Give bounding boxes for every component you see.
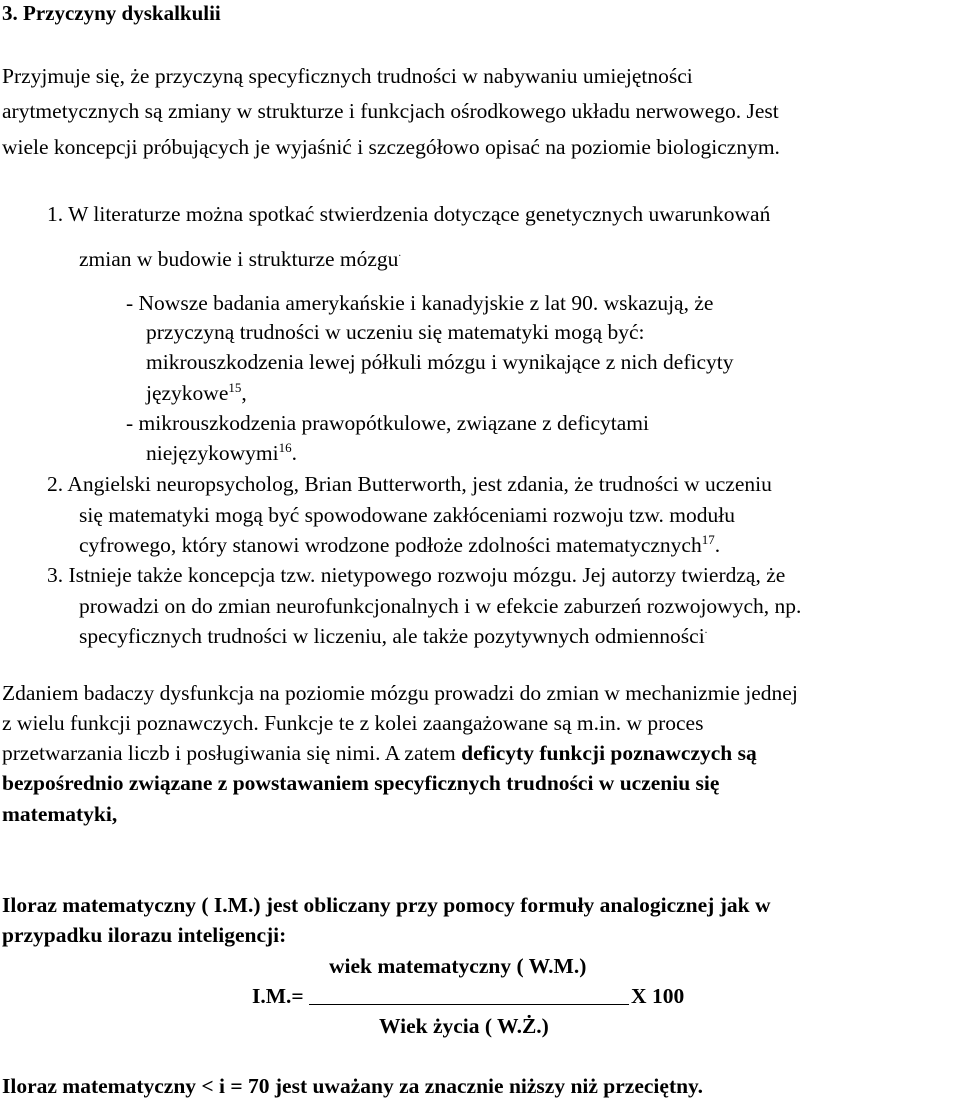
- item1-sub2-line-2: niejęzykowymi$^{16}$.: [146, 440, 297, 465]
- item3-line-1: 3. Istnieje także koncepcja tzw. nietypowego rozwoju mózgu. Jej autorzy twierdzą, że: [47, 563, 786, 587]
- summary-line-3: przetwarzania liczb i posługiwania się nimi. A zatem deficyty funkcji poznawczych są: [2, 741, 757, 765]
- summary-line-2: z wielu funkcji poznawczych. Funkcje te z kolei zaangażowane są m.in. w proces: [2, 711, 704, 735]
- item2-line-3: cyfrowego, który stanowi wrodzone podłoże zdolności matematycznych$^{17}$.: [79, 532, 721, 557]
- formula-row: [252, 983, 684, 1009]
- im-line-1: Iloraz matematyczny ( I.M.) jest obliczany przy pomocy formuły analogicznej jak w: [2, 893, 771, 917]
- item2-line-2: się matematyki mogą być spowodowane zakłóceniami rozwoju tzw. modułu: [79, 503, 735, 527]
- formula-lhs: I.M.=: [252, 984, 304, 1008]
- formula-multiplier: X 100: [631, 984, 685, 1008]
- item3-line-3: specyficznych trudności w liczeniu, ale także pozytywnych odmienności.: [79, 624, 708, 648]
- intro-line-3: wiele koncepcji próbujących je wyjaśnić i szczegółowo opisać na poziomie biologicznym.: [2, 135, 780, 159]
- footnote-ref-16: 16: [278, 440, 292, 455]
- section-heading: 3. Przyczyny dyskalkulii: [2, 1, 221, 25]
- item1-sub1-line-3: mikrouszkodzenia lewej półkuli mózgu i wynikające z nich deficyty: [146, 350, 734, 374]
- item1-line-1: 1. W literaturze można spotkać stwierdzenia dotyczące genetycznych uwarunkowań: [47, 202, 771, 226]
- formula-numerator: wiek matematyczny ( W.M.): [329, 954, 587, 978]
- im-line-2: przypadku ilorazu inteligencji:: [2, 923, 287, 947]
- formula-denominator: Wiek życia ( W.Ż.): [379, 1014, 549, 1038]
- formula-fraction-bar: [309, 984, 629, 1005]
- item1-sub2-line-1: - mikrouszkodzenia prawopótkulowe, związane z deficytami: [126, 411, 649, 435]
- summary-line-1: Zdaniem badaczy dysfunkcja na poziomie mózgu prowadzi do zmian w mechanizmie jednej: [2, 681, 798, 705]
- summary-line-5: matematyki,: [2, 802, 118, 826]
- item1-sub1-line-4: językowe$^{15}$,: [146, 380, 247, 405]
- footnote-ref-17: 17: [701, 532, 715, 547]
- item1-sub1-line-2: przyczyną trudności w uczeniu się matematyki mogą być:: [146, 320, 645, 344]
- item2-line-1: 2. Angielski neuropsycholog, Brian Butterworth, jest zdania, że trudności w uczeniu: [47, 472, 772, 496]
- item1-line-2: zmian w budowie i strukturze mózgu.: [79, 247, 401, 271]
- summary-emphasis: deficyty funkcji poznawczych są: [461, 741, 757, 765]
- item3-line-2: prowadzi on do zmian neurofunkcjonalnych i w efekcie zaburzeń rozwojowych, np.: [79, 594, 802, 618]
- intro-line-1: Przyjmuje się, że przyczyną specyficznych trudności w nabywaniu umiejętności: [2, 64, 693, 88]
- item1-sub1-line-1: - Nowsze badania amerykańskie i kanadyjskie z lat 90. wskazują, że: [126, 291, 714, 315]
- im-conclusion: Iloraz matematyczny < i = 70 jest uważany za znacznie niższy niż przeciętny.: [2, 1074, 703, 1098]
- intro-line-2: arytmetycznych są zmiany w strukturze i funkcjach ośrodkowego układu nerwowego. Jest: [2, 99, 779, 123]
- summary-line-4: bezpośrednio związane z powstawaniem specyficznych trudności w uczeniu się: [2, 771, 720, 795]
- footnote-ref-15: 15: [228, 380, 242, 395]
